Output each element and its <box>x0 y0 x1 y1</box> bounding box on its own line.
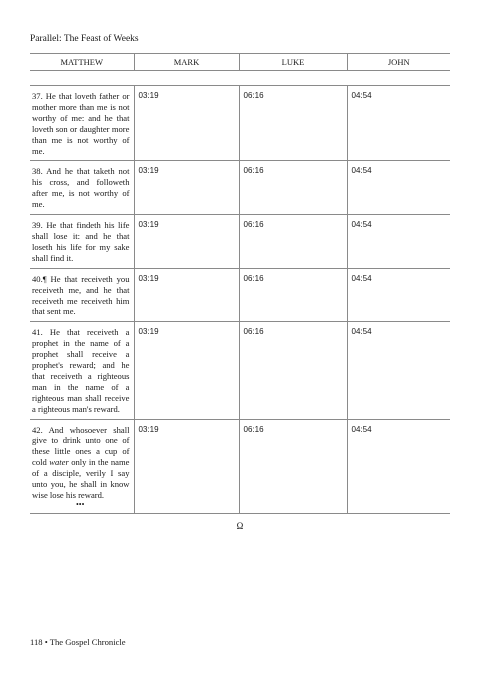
matthew-verse: 37. He that loveth father or mother more than me is not worthy of me: and he that loveth son or daughter more than me is not worthy of me. <box>30 86 134 161</box>
matthew-verse: 38. And he that taketh not his cross, and followeth after me, is not worthy of me. <box>30 161 134 215</box>
continuation-ellipsis: ••• <box>76 499 85 509</box>
table-row <box>30 322 450 419</box>
john-reference: 04:54 <box>347 161 450 215</box>
mark-reference: 03:19 <box>134 215 239 269</box>
john-reference: 04:54 <box>347 322 450 419</box>
luke-reference: 06:16 <box>239 86 347 161</box>
page-title: Parallel: The Feast of Weeks <box>30 34 139 44</box>
table-row <box>30 268 450 322</box>
luke-reference: 06:16 <box>239 161 347 215</box>
matthew-verse: 41. He that receiveth a prophet in the name of a prophet shall receive a prophet's reward; and he that receiveth a righteous man in the name of a righteous man shall receive a righteous man's reward. <box>30 322 134 419</box>
column-header-matthew: MATTHEW <box>30 54 134 71</box>
john-reference: 04:54 <box>347 215 450 269</box>
luke-reference: 06:16 <box>239 322 347 419</box>
john-reference: 04:54 <box>347 268 450 322</box>
john-reference: 04:54 <box>347 419 450 513</box>
table-row <box>30 86 450 161</box>
luke-reference: 06:16 <box>239 419 347 513</box>
table-row <box>30 419 450 513</box>
matthew-verse <box>30 419 134 513</box>
column-header-luke: LUKE <box>239 54 347 71</box>
matthew-verse-text-end: only in the name of a disciple, verily I say unto you, he shall in know wise lose his reward. <box>32 457 130 500</box>
matthew-verse: 39. He that findeth his life shall lose it: and he that loseth his life for my sake shall find it. <box>30 215 134 269</box>
table-header-row <box>30 54 450 71</box>
matthew-verse: 40.¶ He that receiveth you receiveth me, and he that receiveth me receiveth him that sent me. <box>30 268 134 322</box>
john-reference: 04:54 <box>347 86 450 161</box>
luke-reference: 06:16 <box>239 215 347 269</box>
column-header-mark: MARK <box>134 54 239 71</box>
mark-reference: 03:19 <box>134 161 239 215</box>
column-header-john: JOHN <box>347 54 450 71</box>
omega-end-mark: Ω <box>236 521 244 531</box>
table-row <box>30 215 450 269</box>
mark-reference: 03:19 <box>134 419 239 513</box>
table-row <box>30 161 450 215</box>
luke-reference: 06:16 <box>239 268 347 322</box>
page-footer: 118 • The Gospel Chronicle <box>30 637 126 647</box>
mark-reference: 03:19 <box>134 268 239 322</box>
mark-reference: 03:19 <box>134 86 239 161</box>
mark-reference: 03:19 <box>134 322 239 419</box>
matthew-verse-italic: water <box>49 457 69 468</box>
table-spacer-row <box>30 71 450 86</box>
parallel-table <box>30 53 450 514</box>
matthew-verse-text: 42. And whosoever shall give to drink unto one of these little ones a cup of cold <box>32 424 130 468</box>
